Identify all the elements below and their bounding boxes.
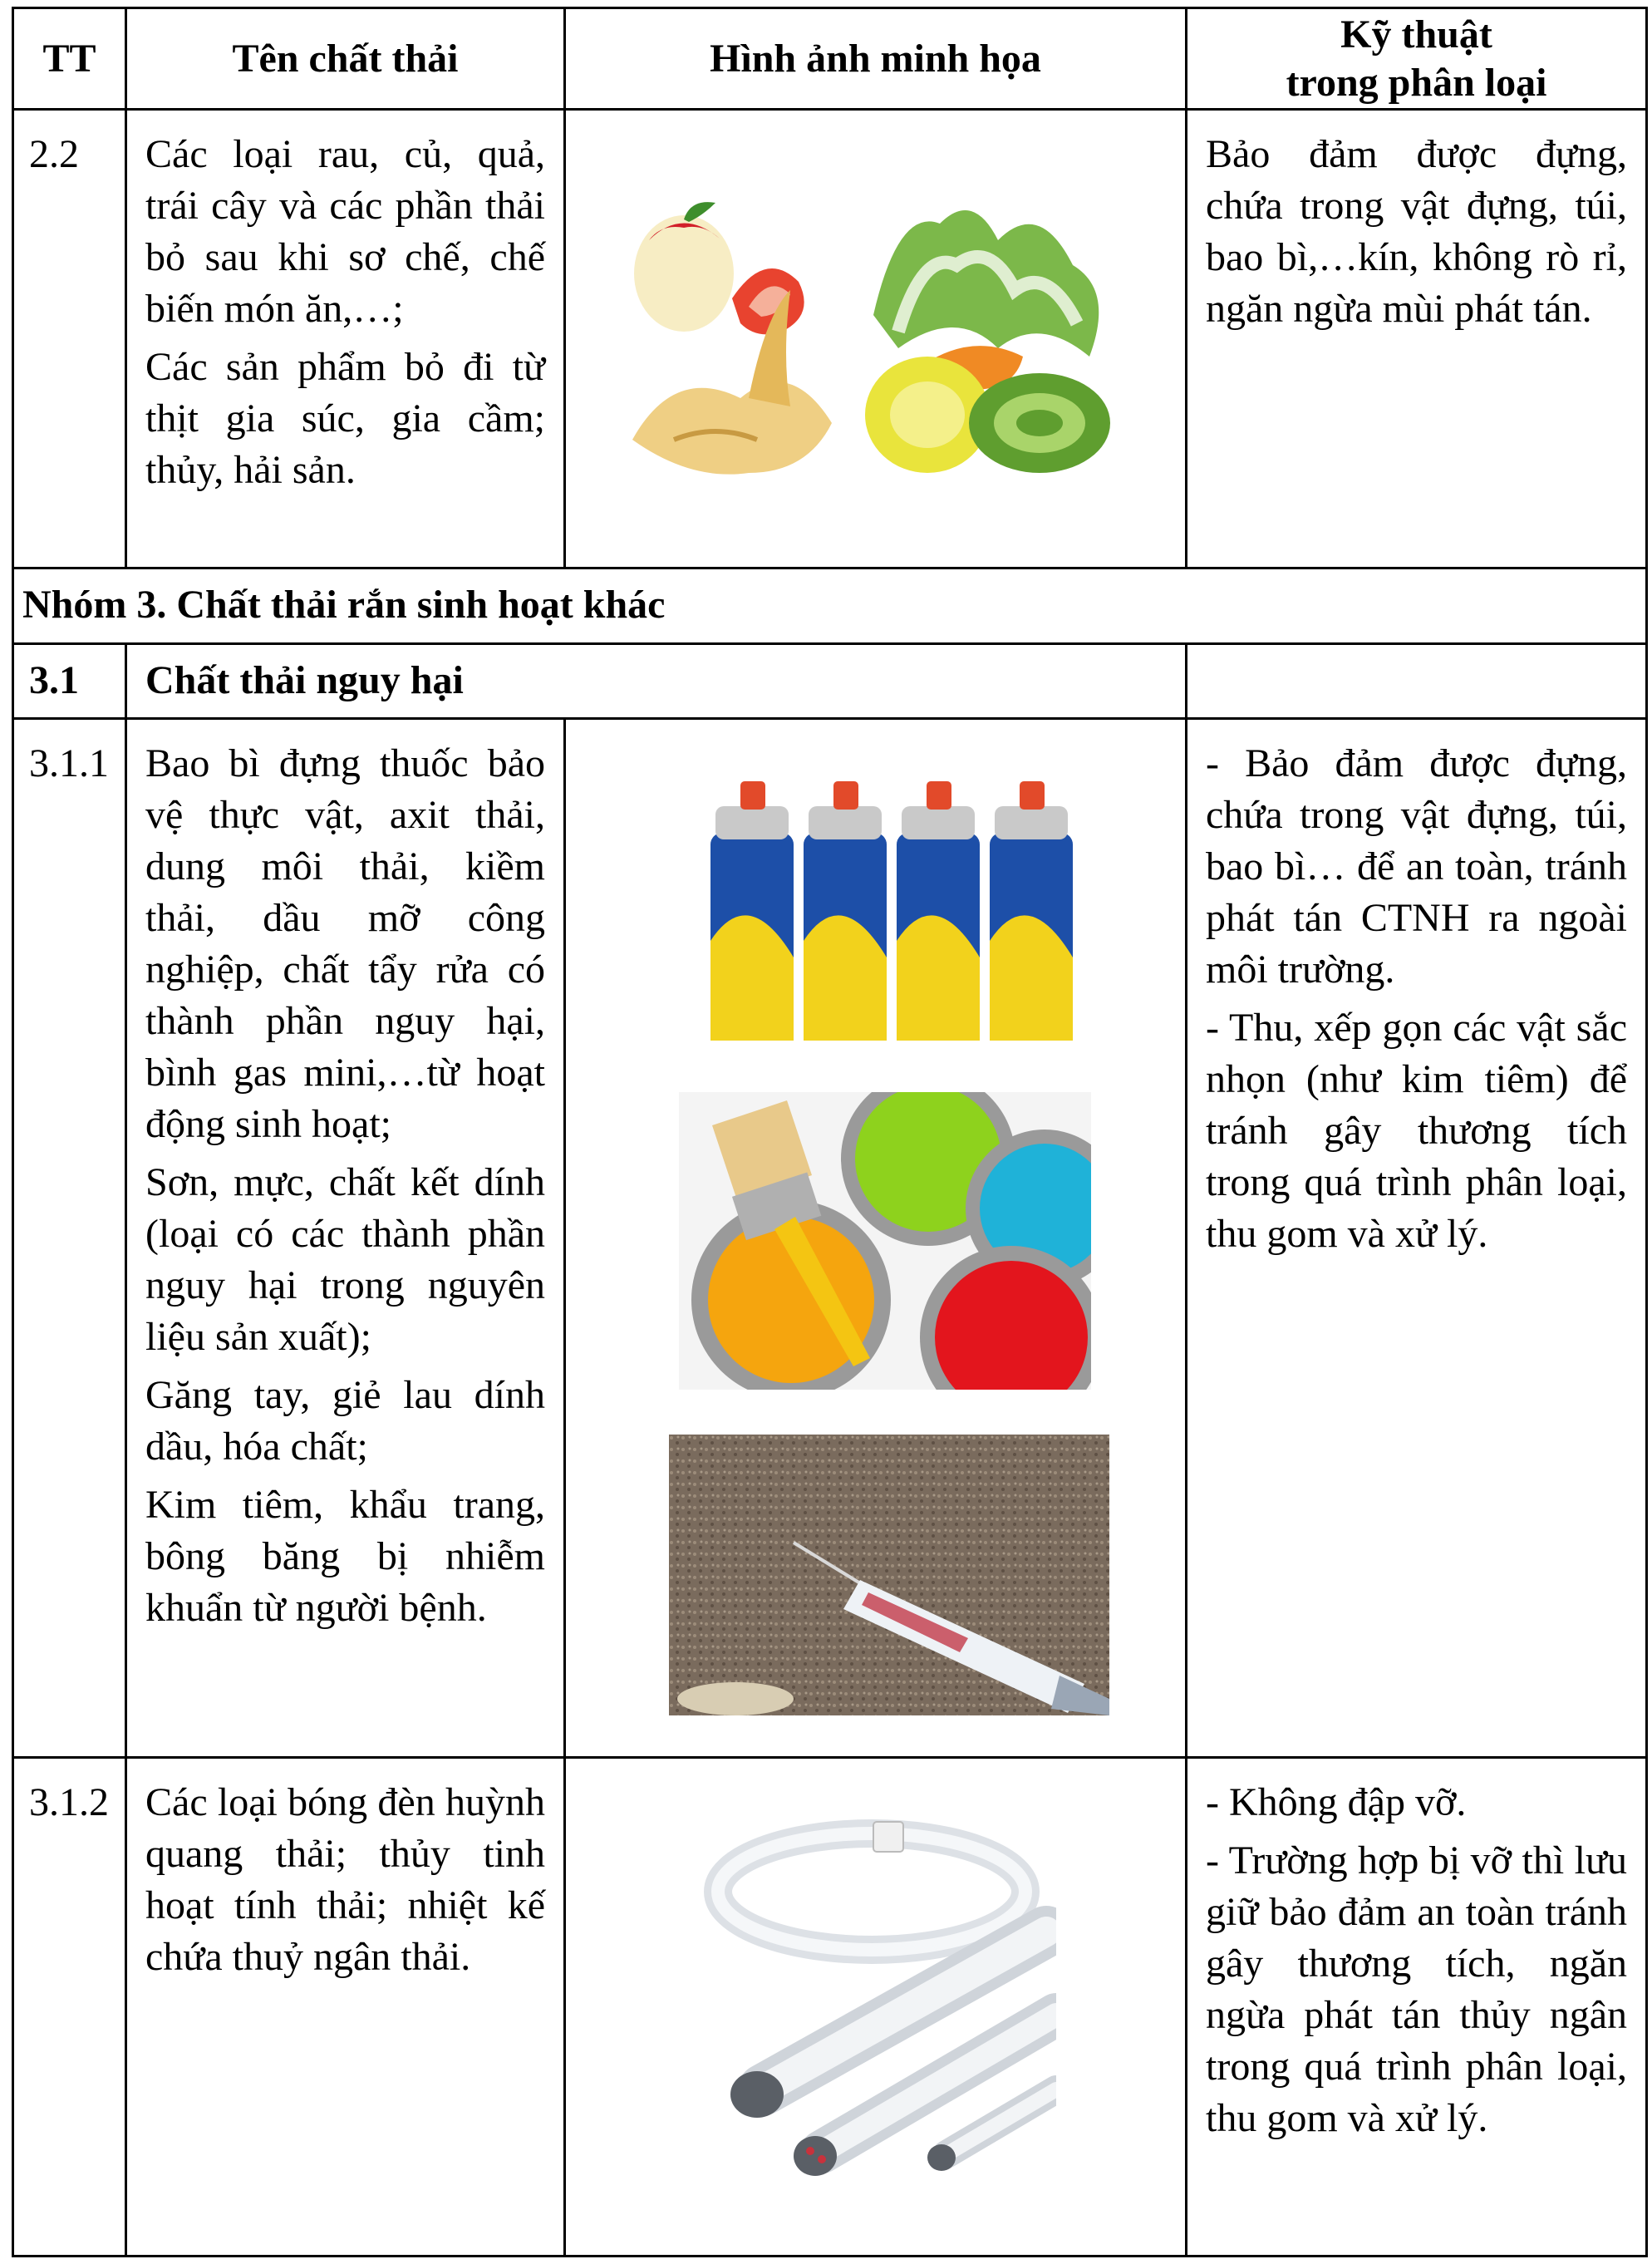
technique-cell xyxy=(1187,110,1647,568)
waste-name-cell xyxy=(126,110,565,568)
waste-text: Các loại rau, củ, quả, trái cây và các phần thải bỏ sau khi sơ chế, chế biến món ăn,…; xyxy=(145,132,545,331)
fruit-peel-image xyxy=(624,190,1116,491)
technique-text: Bảo đảm được đựng, chứa trong vật đựng, túi, bao bì,…kín, không rò rỉ, ngăn ngừa mùi phát tán. xyxy=(1206,132,1627,331)
header-tt: TT xyxy=(13,8,126,110)
waste-name-cell xyxy=(126,719,565,1758)
group-row xyxy=(13,568,1647,644)
table-row xyxy=(13,110,1647,568)
header-technique-line1: Kỹ thuật xyxy=(1340,12,1492,57)
paint-cans-image xyxy=(679,1092,1091,1390)
fluorescent-tubes-image xyxy=(697,1815,1056,2194)
technique-text: - Trường hợp bị vỡ thì lưu giữ bảo đảm an toàn tránh gây thương tích, ngăn ngừa phát tán thủy ngân trong quá trình phân loại, thu gom và xử lý. xyxy=(1206,1838,1627,2140)
waste-text: Các loại bóng đèn huỳnh quang thải; thủy tinh hoạt tính thải; nhiệt kế chứa thuỷ ngân thải. xyxy=(145,1780,545,1979)
waste-classification-table xyxy=(12,7,1648,2257)
waste-text: Kim tiêm, khẩu trang, bông băng bị nhiễm khuẩn từ người bệnh. xyxy=(145,1483,545,1630)
waste-text: Bao bì đựng thuốc bảo vệ thực vật, axit thải, dung môi thải, kiềm thải, dầu mỡ công nghiệp, chất tẩy rửa có thành phần nguy hại, bình gas mini,…từ hoạt động sinh hoạt; xyxy=(145,741,545,1146)
image-cell xyxy=(565,1758,1187,2257)
header-technique-line2: trong phân loại xyxy=(1286,60,1547,105)
header-image: Hình ảnh minh họa xyxy=(565,8,1187,110)
group-title: Nhóm 3. Chất thải rắn sinh hoạt khác xyxy=(13,568,1647,644)
waste-text: Các sản phẩm bỏ đi từ thịt gia súc, gia cầm; thủy, hải sản. xyxy=(145,345,545,492)
technique-cell xyxy=(1187,719,1647,1758)
subgroup-number: 3.1 xyxy=(13,644,126,719)
header-technique xyxy=(1187,8,1647,110)
row-number: 3.1.1 xyxy=(13,719,126,1758)
subgroup-row xyxy=(13,644,1647,719)
waste-text: Găng tay, giẻ lau dính dầu, hóa chất; xyxy=(145,1373,545,1469)
empty-cell xyxy=(1187,644,1647,719)
row-number: 2.2 xyxy=(13,110,126,568)
technique-text: - Bảo đảm được đựng, chứa trong vật đựng, túi, bao bì… để an toàn, tránh phát tán CTNH ra ngoài môi trường. xyxy=(1206,741,1627,992)
technique-cell xyxy=(1187,1758,1647,2257)
header-row xyxy=(13,8,1647,110)
syringe-image xyxy=(669,1435,1109,1715)
waste-name-cell xyxy=(126,1758,565,2257)
image-cell xyxy=(565,719,1187,1758)
table-row xyxy=(13,719,1647,1758)
image-cell xyxy=(565,110,1187,568)
technique-text: - Không đập vỡ. xyxy=(1206,1780,1467,1824)
technique-text: - Thu, xếp gọn các vật sắc nhọn (như kim tiêm) để tránh gây thương tích trong quá trình phân loại, thu gom và xử lý. xyxy=(1206,1006,1627,1256)
subgroup-name: Chất thải nguy hại xyxy=(126,644,1187,719)
gas-cans-image xyxy=(699,775,1089,1051)
row-number: 3.1.2 xyxy=(13,1758,126,2257)
header-waste-name: Tên chất thải xyxy=(126,8,565,110)
waste-text: Sơn, mực, chất kết dính (loại có các thành phần nguy hại trong nguyên liệu sản xuất); xyxy=(145,1160,545,1359)
table-row xyxy=(13,1758,1647,2257)
